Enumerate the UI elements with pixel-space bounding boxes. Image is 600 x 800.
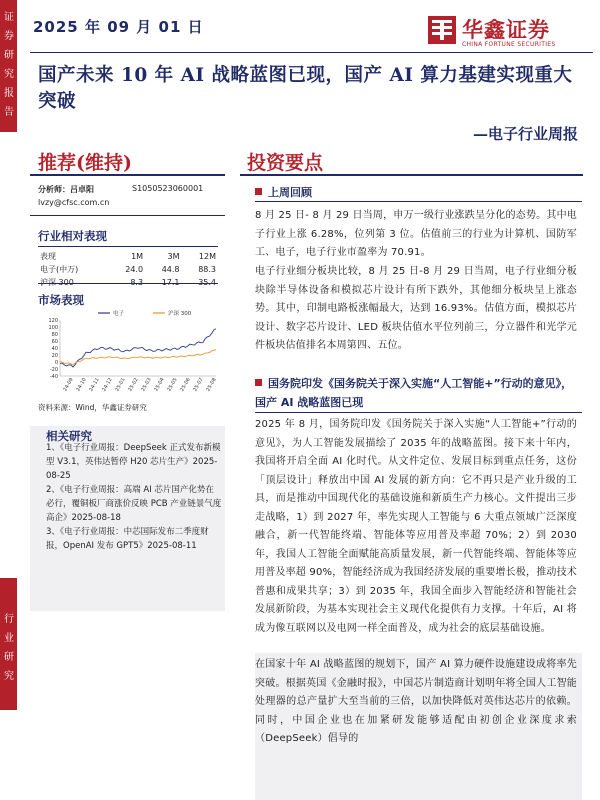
subheading-underline (255, 201, 582, 202)
related-list (46, 441, 222, 553)
vertical-label-char: 行 (4, 614, 14, 625)
section-title: 投资要点 (247, 152, 324, 174)
analyst-name: 吕卓阳 (70, 185, 94, 194)
series-line-electronics (60, 329, 216, 367)
y-tick-label: -20 (49, 367, 58, 373)
y-tick-label: 100 (48, 325, 58, 331)
table-cell: 8.3 (130, 278, 144, 287)
subheading-ai-policy (255, 374, 582, 412)
market-trend-chart (38, 308, 220, 408)
x-tick-label: 25-03 (140, 377, 153, 393)
table-header-cell: 12M (198, 252, 216, 261)
analyst-email[interactable]: lvzy@cfsc.com.cn (38, 198, 110, 207)
paragraph-sector-compare: 电子行业细分板块比较，8 月 25 日-8 月 29 日当周，电子行业细分板块除半导体设备和模拟芯片设计有所下跌外，其他细分板块呈上涨态势。其中，印制电路板涨幅最大，达到 16.93%。估值方面，模拟芯片设计、数字芯片设计、LED 板块估值水平位列前三，分立器件和光学元件板块估值排名本周第四、五位。 (255, 266, 577, 351)
table-header-row (38, 250, 218, 263)
related-item[interactable]: 3、《电子行业周报：中芯国际发布二季度财报，OpenAI 发布 GPT5》2025-08-11 (46, 527, 209, 551)
x-tick-label: 25-07 (192, 377, 205, 393)
y-tick-label: 20 (51, 353, 58, 359)
x-tick-label: 25-01 (114, 377, 127, 393)
chart-source: 资料来源：Wind，华鑫证券研究 (38, 403, 147, 412)
subheading-weekly-review (255, 184, 312, 200)
table-row (38, 263, 218, 276)
subheading-underline (255, 412, 582, 413)
subheading-text: 上周回顾 (268, 186, 312, 199)
paragraph-ai-policy: 2025 年 8 月，国务院印发《国务院关于深入实施“人工智能+”行动的意见》，为人工智能发展描绘了 2035 年的战略蓝图。接下来十年内，我国将开启全面 AI 化时代。从文件定位、发展目标到重点任务，这份「顶层设计」释放出中国 AI 发展的新方向：它不再只是产业升级的工具，而是推动中国现代化的基础设施和新质生产力核心。文件提出三步走战略，1）到 2027 年，率先实现人工智能与 6 大重点领域广泛深度融合，新一代智能终端、智能体等应用普及率超 70%；2）到 2030 年，我国人工智能全面赋能高质量发展，新一代智能终端、智能体等应用普及率超 90%，智能经济成为我国经济发展的重要增长极，推动技术普惠和成果共享；3）到 2035 年，我国全面步入智能经济和智能社会发展新阶段，为基本实现社会主义现代化提供有力支撑。十年后，AI 将成为像互联网以及电网一样全面普及，成为社会的底层基础设施。 (255, 419, 578, 634)
x-tick-label: 24-11 (88, 377, 101, 393)
related-item[interactable]: 2、《电子行业周报：高端 AI 芯片国产化势在必行，覆铜板厂商涨价反映 PCB 产业链景气度高企》2025-08-18 (46, 485, 222, 523)
series-line-csi300 (60, 350, 216, 365)
section-divider (240, 174, 583, 176)
report-subtitle: —电子行业周报 (472, 125, 578, 143)
table-cell: 24.0 (125, 265, 144, 274)
legend-label: 电子 (113, 311, 125, 317)
vertical-label-char: 研 (4, 652, 14, 663)
y-tick-label: 0 (54, 360, 58, 366)
vertical-label-char: 券 (4, 31, 14, 42)
trend-title: 市场表现 (38, 293, 84, 307)
x-tick-label: 25-05 (166, 377, 179, 393)
bullet-square-icon (255, 188, 262, 195)
y-tick-label: -40 (49, 374, 58, 380)
rating-divider (30, 174, 225, 176)
related-item[interactable]: 1、《电子行业周报：DeepSeek 正式发布新模型 V3.1，英伟达暂停 H20 芯片生产》2025-08-25 (46, 443, 221, 481)
x-tick-label: 24-09 (62, 377, 75, 393)
y-tick-label: 120 (48, 318, 58, 324)
table-cell: 35.4 (198, 278, 216, 287)
table-header-cell: 表现 (40, 252, 56, 261)
x-tick-label: 25-02 (127, 377, 140, 393)
analyst-id: S1050523060001 (132, 184, 204, 193)
table-header-cell: 3M (167, 252, 180, 261)
perf-title-underline (38, 246, 218, 247)
vertical-label-char: 报 (4, 88, 14, 99)
x-tick-label: 25-06 (179, 377, 192, 393)
x-tick-label: 25-08 (205, 377, 218, 393)
related-title: 相关研究 (46, 429, 92, 443)
perf-table-bottom-line (38, 283, 218, 284)
company-logo (428, 12, 593, 52)
vertical-label-char: 究 (4, 69, 14, 80)
x-tick-label: 25-04 (153, 377, 166, 393)
table-cell: 17.1 (161, 278, 180, 287)
x-tick-label: 24-12 (101, 377, 114, 393)
table-header-cell: 1M (131, 252, 144, 261)
report-title: 国产未来 10 年 AI 战略蓝图已现，国产 AI 算力基建实现重大突破 (38, 65, 573, 112)
analyst-divider (30, 215, 225, 216)
paragraph-ai-compute: 在国家十年 AI 战略蓝图的规划下，国产 AI 算力硬件设施建设成将率先突破。根据英国《金融时报》，中国芯片制造商计划明年将全国人工智能处理器的总产量扩大至当前的三倍，以加快降低对英伟达芯片的依赖。同时，中国企业也在加紧研发能够适配由初创企业深度求索（DeepSeek）倡导的 (255, 659, 577, 744)
subheading-text: 国务院印发《国务院关于深入实施“人工智能+”行动的意见》，国产 AI 战略蓝图已现 (255, 377, 573, 409)
legend-label: 沪深 300 (168, 311, 192, 317)
y-tick-label: 40 (51, 346, 58, 352)
perf-title: 行业相对表现 (38, 229, 107, 243)
y-tick-label: 80 (51, 332, 58, 338)
x-tick-label: 24-10 (75, 377, 88, 393)
vertical-label-char: 证 (4, 12, 14, 23)
y-tick-label: 60 (51, 339, 58, 345)
header-divider (30, 52, 593, 53)
vertical-label-char: 究 (4, 671, 14, 682)
report-date: 2025 年 09 月 01 日 (33, 18, 204, 36)
logo-name: 华鑫证券 (462, 18, 550, 42)
logo-english-name: CHINA FORTUNE SECURITIES (462, 41, 556, 48)
table-cell: 沪深 300 (40, 278, 74, 287)
table-cell: 88.3 (198, 265, 216, 274)
logo-mark-icon (428, 16, 456, 44)
vertical-label-char: 业 (4, 633, 14, 644)
vertical-label-char: 告 (4, 107, 14, 118)
table-cell: 电子(中万) (40, 265, 79, 274)
table-cell: 44.8 (161, 265, 180, 274)
rating-heading: 推荐(维持) (38, 152, 132, 174)
analyst-label: 分析师： (38, 185, 70, 194)
vertical-label-char: 研 (4, 50, 14, 61)
bullet-square-icon (255, 379, 262, 386)
paragraph-weekly-review: 8 月 25 日- 8 月 29 日当周，申万一级行业涨跌呈分化的态势。其中电子行业上涨 6.28%，位列第 3 位。估值前三的行业为计算机、国防军工、电子，电子行业市盈率为 70.91。 (255, 210, 577, 258)
